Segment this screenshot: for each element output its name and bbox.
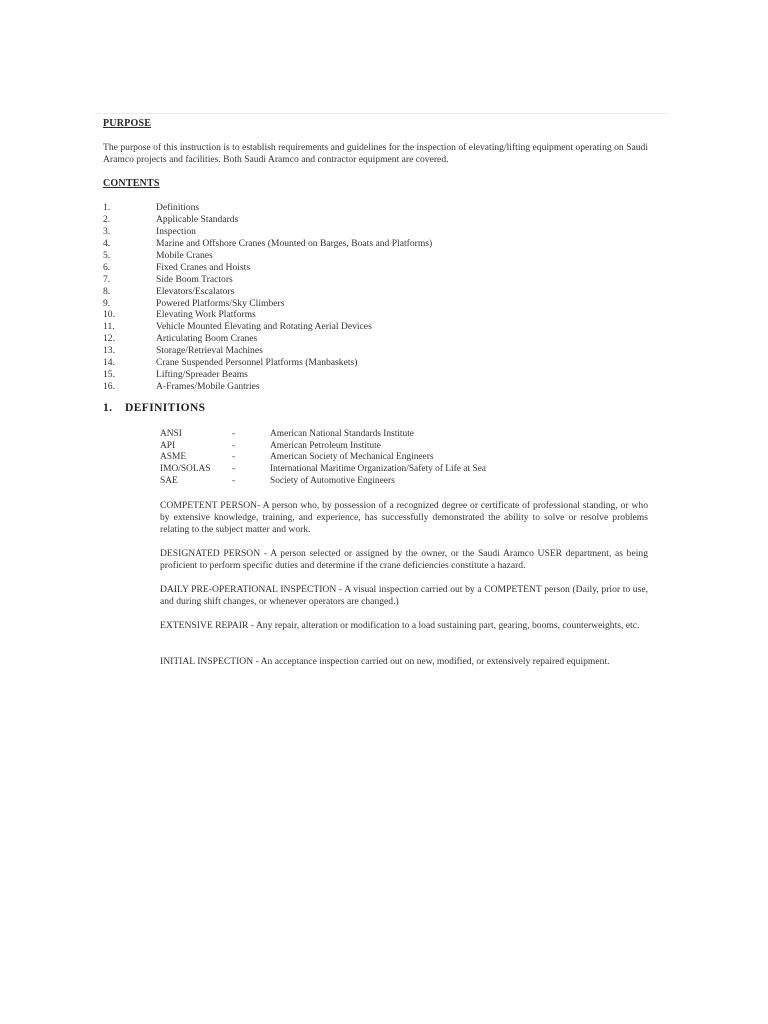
- contents-item-label: Inspection: [156, 225, 196, 237]
- contents-item-number: 8.: [103, 285, 111, 297]
- contents-list: [103, 202, 503, 390]
- contents-item-label: Articulating Boom Cranes: [156, 333, 258, 345]
- abbreviation-dash: -: [232, 429, 236, 439]
- abbreviation-dash: -: [232, 475, 236, 486]
- contents-item-label: Side Boom Tractors: [156, 273, 233, 285]
- contents-item: [103, 333, 503, 345]
- contents-item-number: 6.: [103, 261, 111, 273]
- contents-item: [103, 238, 503, 250]
- contents-item-number: 10.: [103, 309, 115, 321]
- contents-item-label: A-Frames/Mobile Gantries: [156, 381, 260, 390]
- abbreviation-dash: -: [232, 452, 236, 463]
- contents-item-number: 14.: [103, 357, 115, 369]
- abbreviation-row: [160, 464, 486, 476]
- contents-item: [103, 274, 503, 286]
- contents-item: [103, 309, 503, 321]
- contents-item: [103, 226, 503, 238]
- abbreviation-row: [160, 429, 486, 441]
- contents-item-number: 16.: [103, 381, 115, 390]
- contents-item-number: 11.: [103, 321, 115, 333]
- contents-item-number: 5.: [103, 249, 111, 261]
- contents-item: [103, 214, 503, 226]
- section-title-text: DEFINITIONS: [125, 402, 206, 414]
- definition-daily-pre-operational-inspection: DAILY PRE-OPERATIONAL INSPECTION - A visual inspection carried out by a COMPETENT person (Daily, prior to use, and during shift changes, or whenever operators are changed.): [160, 584, 648, 608]
- abbreviation-dash: -: [232, 464, 236, 475]
- abbreviation-meaning: Society of Automotive Engineers: [270, 475, 395, 486]
- contents-item-number: 7.: [103, 273, 111, 285]
- contents-item-number: 12.: [103, 333, 115, 345]
- abbreviation-row: [160, 452, 486, 464]
- abbreviation: IMO/SOLAS: [160, 464, 211, 475]
- abbreviation: SAE: [160, 475, 178, 486]
- contents-item-number: 13.: [103, 345, 115, 357]
- contents-item-label: Definitions: [156, 202, 200, 213]
- abbreviation-meaning: International Maritime Organization/Safety of Life at Sea: [270, 464, 486, 475]
- definitions-section-title: [103, 402, 205, 414]
- contents-item-label: Crane Suspended Personnel Platforms (Manbaskets): [156, 357, 358, 369]
- contents-item-label: Marine and Offshore Cranes (Mounted on Barges, Boats and Platforms): [156, 237, 433, 249]
- contents-item-number: 3.: [103, 225, 111, 237]
- contents-item: [103, 202, 503, 214]
- definition-extensive-repair: EXTENSIVE REPAIR - Any repair, alteration or modification to a load sustaining part, gearing, booms, counterweights, etc.: [160, 620, 640, 631]
- contents-item: [103, 345, 503, 357]
- contents-item-label: Elevators/Escalators: [156, 285, 235, 297]
- contents-item-label: Fixed Cranes and Hoists: [156, 261, 251, 273]
- contents-item-number: 15.: [103, 369, 115, 381]
- abbreviation: ANSI: [160, 429, 182, 439]
- contents-heading: CONTENTS: [103, 178, 160, 189]
- contents-item-label: Mobile Cranes: [156, 249, 213, 261]
- contents-item-number: 2.: [103, 213, 111, 225]
- abbreviation-dash: -: [232, 440, 236, 451]
- contents-item-number: 4.: [103, 237, 111, 249]
- contents-item: [103, 286, 503, 298]
- contents-item-label: Elevating Work Platforms: [156, 309, 256, 321]
- definition-competent-person: COMPETENT PERSON- A person who, by possession of a recognized degree or certificate of professional standing, or who by extensive knowledge, training, and experience, has successfully demonstrated the ability to solve or resolve problems relating to the subject matter and work.: [160, 500, 648, 536]
- contents-item-label: Lifting/Spreader Beams: [156, 369, 248, 381]
- purpose-paragraph: The purpose of this instruction is to establish requirements and guidelines for the inspection of elevating/lifting equipment operating on Saudi Aramco projects and facilities. Both Saudi Aramco and contractor equipment are covered.: [103, 142, 648, 165]
- abbreviation-row: [160, 441, 486, 453]
- abbreviation-meaning: American National Standards Institute: [270, 429, 414, 439]
- contents-item-label: Powered Platforms/Sky Climbers: [156, 297, 285, 309]
- contents-item-label: Storage/Retrieval Machines: [156, 345, 263, 357]
- contents-item-number: 1.: [103, 202, 111, 213]
- purpose-heading: PURPOSE: [103, 118, 152, 129]
- contents-item: [103, 321, 503, 333]
- contents-item: [103, 369, 503, 381]
- contents-item: [103, 298, 503, 310]
- contents-item: [103, 262, 503, 274]
- abbreviation-meaning: American Society of Mechanical Engineers: [270, 452, 434, 463]
- abbreviation: ASME: [160, 452, 187, 463]
- contents-item: [103, 381, 503, 390]
- abbreviation-row: [160, 476, 486, 488]
- definition-designated-person: DESIGNATED PERSON - A person selected or assigned by the owner, or the Saudi Aramco USER department, as being proficient to perform specific duties and determine if the crane deficiencies constitute a hazard.: [160, 548, 648, 572]
- contents-item: [103, 357, 503, 369]
- contents-item-number: 9.: [103, 297, 111, 309]
- section-number: 1.: [103, 402, 113, 414]
- contents-item-label: Vehicle Mounted Elevating and Rotating Aerial Devices: [156, 321, 372, 333]
- contents-item: [103, 250, 503, 262]
- contents-item-label: Applicable Standards: [156, 213, 239, 225]
- abbreviation-meaning: American Petroleum Institute: [270, 440, 381, 451]
- abbreviations-table: [160, 429, 486, 488]
- abbreviation: API: [160, 440, 176, 451]
- definition-initial-inspection: INITIAL INSPECTION - An acceptance inspection carried out on new, modified, or extensively repaired equipment.: [160, 656, 610, 667]
- page-top-divider: [95, 113, 667, 114]
